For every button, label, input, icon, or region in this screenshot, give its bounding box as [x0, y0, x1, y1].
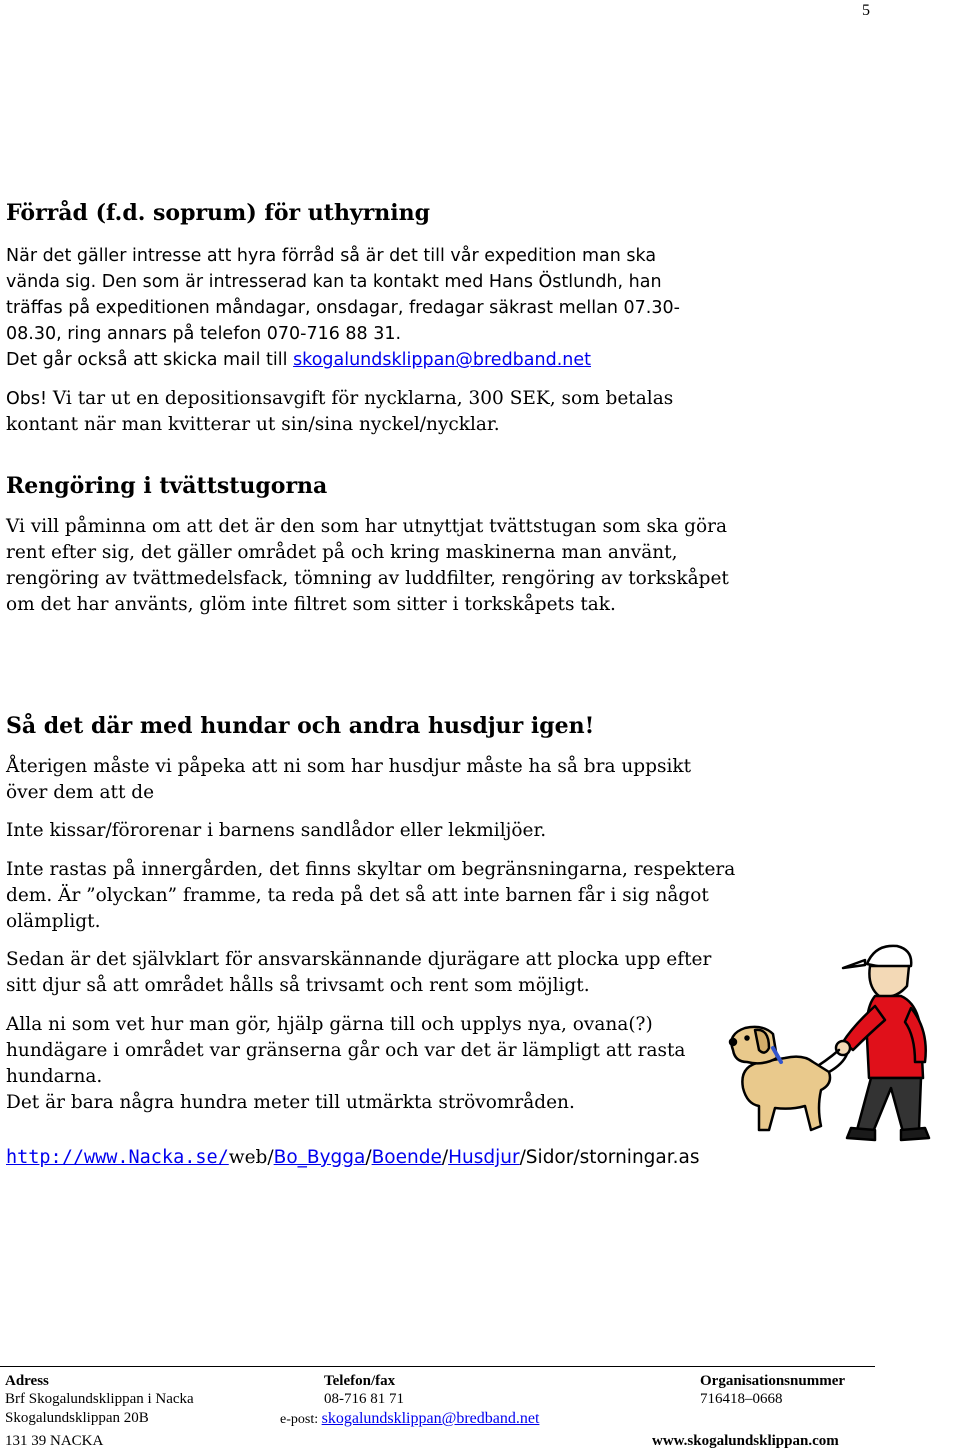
paragraph-line: träffas på expeditionen måndagar, onsdagar, fredagar säkrast mellan 07.30- [6, 298, 680, 318]
url-part-link[interactable]: Boende [371, 1147, 442, 1168]
heading-pets: Så det där med hundar och andra husdjur igen! [6, 713, 595, 739]
paragraph-line: sitt djur så att området hålls så trivsamt och rent som möjligt. [6, 975, 590, 996]
paragraph-line: vända sig. Den som är intresserad kan ta kontakt med Hans Östlundh, han [6, 272, 662, 292]
mail-line [6, 347, 591, 373]
paragraph-line: Sedan är det självklart för ansvarskännande djurägare att plocka upp efter [6, 949, 712, 970]
paragraph-line: Alla ni som vet hur man gör, hjälp gärna till och upplys nya, ovana(?) [6, 1014, 653, 1035]
paragraph-line: kontant när man kvitterar ut sin/sina nyckel/nycklar. [6, 414, 500, 435]
paragraph-line: om det har använts, glöm inte filtret som sitter i torkskåpets tak. [6, 594, 616, 615]
footer-email-link[interactable]: skogalundsklippan@bredband.net [321, 1410, 540, 1427]
url-part-text: / [441, 1147, 449, 1168]
paragraph-line: Inte rastas på innergården, det finns skyltar om begränsningarna, respektera [6, 859, 736, 880]
url-part-text: /Sidor/storningar.as [519, 1147, 700, 1168]
footer-address-header: Adress [5, 1373, 49, 1389]
footer-address-line: Brf Skogalundsklippan i Nacka [5, 1391, 194, 1407]
url-part-link[interactable]: http://www.Nacka.se/ [6, 1147, 229, 1168]
paragraph-line: hundarna. [6, 1066, 103, 1087]
paragraph-line: När det gäller intresse att hyra förråd så är det till vår expedition man ska [6, 246, 657, 266]
url-part-link[interactable]: Bo_Bygga [273, 1147, 366, 1168]
paragraph-line: olämpligt. [6, 911, 101, 932]
nacka-url [6, 1147, 700, 1169]
footer-email-line [280, 1410, 539, 1428]
paragraph-line: 08.30, ring annars på telefon 070-716 88 31. [6, 324, 402, 344]
boy-walking-dog-icon [725, 938, 945, 1148]
epost-label: e-post: [280, 1412, 322, 1427]
obs-text: Vi tar ut en depositionsavgift för nycklarna, 300 SEK, som betalas [47, 388, 674, 409]
page-number: 5 [862, 2, 870, 19]
footer-phone-header: Telefon/fax [324, 1373, 396, 1389]
url-part-link[interactable]: Husdjur [448, 1147, 520, 1168]
footer-org-number: 716418–0668 [700, 1391, 783, 1407]
footer-divider [0, 1366, 875, 1367]
paragraph-line: rent efter sig, det gäller området på och kring maskinerna man använt, [6, 542, 678, 563]
email-link[interactable]: skogalundsklippan@bredband.net [293, 350, 591, 370]
paragraph-line: hundägare i området var gränserna går och var det är lämpligt att rasta [6, 1040, 686, 1061]
paragraph-line: Det är bara några hundra meter till utmärkta strövområden. [6, 1092, 575, 1113]
heading-storage: Förråd (f.d. soprum) för uthyrning [6, 200, 431, 226]
obs-label: Obs! [6, 389, 48, 409]
paragraph-line: Vi vill påminna om att det är den som har utnyttjat tvättstugan som ska göra [6, 516, 727, 537]
paragraph-line: dem. Är ”olyckan” framme, ta reda på det så att inte barnen får i sig något [6, 885, 709, 906]
footer-website[interactable]: www.skogalundsklippan.com [652, 1433, 839, 1449]
heading-laundry: Rengöring i tvättstugorna [6, 473, 328, 499]
paragraph-line: Återigen måste vi påpeka att ni som har husdjur måste ha så bra uppsikt [6, 756, 692, 777]
obs-line [6, 386, 673, 412]
footer-address-line: Skogalundsklippan 20B [5, 1410, 149, 1426]
mail-prefix: Det går också att skicka mail till [6, 350, 294, 370]
paragraph-line: Inte kissar/förorenar i barnens sandlådor eller lekmiljöer. [6, 820, 547, 841]
url-part-text: / [365, 1147, 372, 1168]
paragraph-line: över dem att de [6, 782, 155, 803]
footer-org-header: Organisationsnummer [700, 1373, 846, 1389]
url-part-text: web/ [228, 1147, 274, 1168]
footer-phone: 08-716 81 71 [324, 1391, 404, 1407]
paragraph-line: rengöring av tvättmedelsfack, tömning av luddfilter, rengöring av torkskåpet [6, 568, 729, 589]
footer-address-line: 131 39 NACKA [5, 1433, 104, 1449]
